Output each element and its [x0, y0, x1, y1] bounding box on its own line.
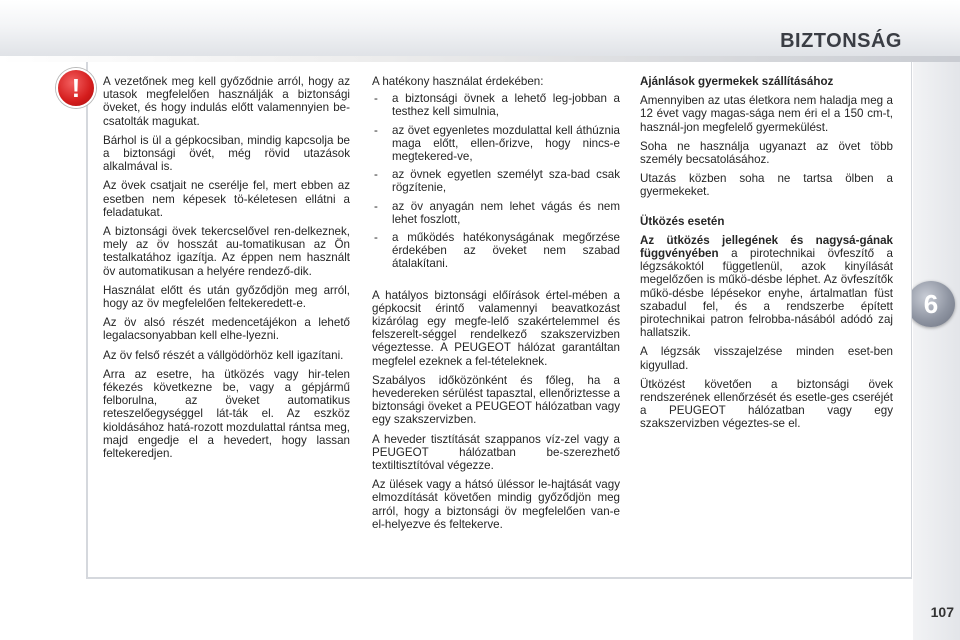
paragraph: A légzsák visszajelzése minden eset-ben kigyullad. — [640, 345, 893, 372]
column-usage — [372, 75, 620, 537]
paragraph: Az ülések vagy a hátsó üléssor le-hajtását vagy elmozdítását követően mindig győződjön meg arról, hogy a biztonsági öv megfelelően van-e el-helyezve és feltekerve. — [372, 478, 620, 531]
paragraph: Szabályos időközönként és főleg, ha a hevedereken sérülést tapasztal, ellenőriztesse a biztonsági öveket a PEUGEOT hálózatban vagy egy szakszervizben. — [372, 373, 620, 427]
list-item: - az övet egyenletes mozdulattal kell áthúznia maga előtt, ellen-őrizve, hogy nincs-e megtekered-ve, — [372, 124, 620, 164]
emphasis-text: Az ütközés jellegének és nagysá-gának függvényében — [640, 233, 893, 261]
list-intro: A hatékony használat érdekében: — [372, 75, 544, 88]
chapter-strip — [913, 62, 960, 640]
list-item: - az övnek egyetlen személyt sza-bad csak rögzítenie, — [372, 168, 620, 194]
paragraph: A biztonsági övek tekercselővel ren-delkeznek, mely az öv hosszát au-tomatikusan az Ön testalkatához igazítja. Az éppen nem használt öv automatikusan a helyére rendező-dik. — [103, 225, 350, 278]
usage-list — [372, 92, 620, 270]
paragraph: Az övek csatjait ne cserélje fel, mert ebben az esetben nem képesek tö-kéletesen ellátni a feladatukat. — [103, 179, 350, 219]
paragraph — [640, 234, 893, 340]
list-item: - a biztonsági övnek a lehető leg-jobban a testhez kell simulnia, — [372, 92, 620, 118]
paragraph-text: a pirotechnikai övfeszítő a légzsákoktól függetlenül, azok kinyílását megelőzően is műkö-désbe léphet. Az övfeszítők műkö-désbe lépésekor enyhe, ártalmatlan füst szabadul fel, és a rendszerbe épített pirotechnikai patron felrobba-násából adódó zaj hallatszik. — [640, 247, 893, 340]
paragraph: Amennyiben az utas életkora nem haladja meg a 12 évet vagy magas-sága nem éri el a 150 cm-t, használ-jon megfelelő gyermekülést. — [640, 94, 893, 134]
list-item: - a működés hatékonyságának megőrzése érdekében az öveket nem szabad átalakítani. — [372, 231, 620, 271]
paragraph: Használat előtt és után győződjön meg arról, hogy az öv megfelelően feltekeredett-e. — [103, 283, 350, 311]
chapter-number: 6 — [923, 289, 939, 319]
chapter-tab[interactable] — [907, 281, 955, 327]
paragraph: Utazás közben soha ne tartsa ölben a gyermekeket. — [640, 172, 893, 199]
paragraph: Az öv felső részét a vállgödörhöz kell igazítani. — [103, 348, 344, 362]
page-number: 107 — [930, 604, 954, 620]
subheading-children: Ajánlások gyermekek szállításához — [640, 75, 834, 88]
paragraph: A heveder tisztítását szappanos víz-zel vagy a PEUGEOT hálózatban be-szerezhető textiltisztítóval végezze. — [372, 432, 620, 473]
paragraph: Arra az esetre, ha ütközés vagy hir-telen fékezés következne be, vagy a gépjármű felborulna, az öveket automatikus reteszelőegységgel lát-ták el. Az eszköz kioldásához hatá-rozott mozdulattal rántsa meg, majd engedje el a hevedert, hogy lassan feltekeredjen. — [103, 367, 350, 461]
paragraph: A hatályos biztonsági előírások értel-mében a gépkocsit érintő valamennyi beavatkozást kizárólag egy megfe-lelő szakértelemmel és felszerelt-séggel rendelkező szakszervizben végeztesse. A PEUGEOT hálózat garantáltan megfelel ezeknek a fel-tételeknek. — [372, 288, 620, 368]
list-item: - az öv anyagán nem lehet vágás és nem lehet foszlott, — [372, 200, 620, 226]
paragraph: Bárhol is ül a gépkocsiban, mindig kapcsolja be a biztonsági övét, még rövid utazások alkalmával is. — [103, 133, 350, 174]
subheading-collision: Ütközés esetén — [640, 214, 725, 228]
section-title: BIZTONSÁG — [780, 30, 902, 52]
column-children-collision — [640, 75, 893, 437]
paragraph: Ütközést követően a biztonsági övek rendszerének ellenőrzését és esetle-ges cseréjét a PEUGEOT hálózatban vagy egy szakszervizben végeztes-se el. — [640, 377, 893, 431]
exclamation-warning-icon: ! — [56, 68, 96, 108]
paragraph: Az öv alsó részét medencetájékon a lehető legalacsonyabban kell elhe-lyezni. — [103, 316, 350, 343]
column-warnings — [103, 75, 350, 466]
paragraph: A vezetőnek meg kell győződnie arról, hogy az utasok megfelelően használják a biztonsági öveket, és hogy indulás előtt valamennyien be-csatolták magukat. — [103, 75, 350, 128]
paragraph: Soha ne használja ugyanazt az övet több személy becsatolásához. — [640, 139, 893, 167]
